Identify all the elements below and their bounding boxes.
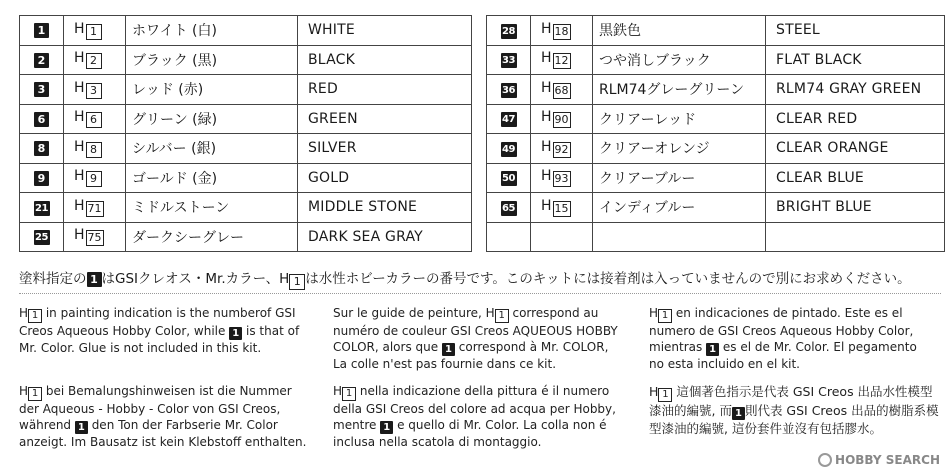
aqueous-box-icon: 12 [554, 54, 569, 68]
divider [19, 293, 941, 294]
empty-cell [593, 222, 766, 252]
aqueous-box-icon: 9 [86, 171, 102, 187]
color-name-en: SILVER [298, 134, 472, 164]
table-row [20, 222, 472, 252]
aqueous-number [531, 45, 593, 75]
note-jp-part2: はGSIクレオス・Mr.カラー、H [101, 271, 290, 287]
mr-color-box-icon: 25 [35, 232, 48, 244]
mr-color-box-icon: 1 [380, 421, 393, 434]
table-row [20, 45, 472, 75]
aqueous-box-icon: 8 [86, 142, 102, 158]
aqueous-box-icon: 1 [342, 387, 356, 401]
h-letter: H [74, 227, 85, 244]
mr-color-box-icon: 36 [502, 84, 515, 96]
german-note [19, 383, 315, 450]
h-letter: H [74, 79, 85, 96]
note-jp-part1: 塗料指定の [19, 271, 87, 287]
h-letter: H [74, 168, 85, 185]
mr-color-box-icon: 3 [34, 82, 49, 97]
mr-color-box-icon: 28 [502, 25, 515, 37]
color-name-en: CLEAR ORANGE [766, 134, 945, 164]
h-letter: H [541, 20, 552, 37]
de-text1: bei Bemalungshinweisen ist die Nummer der Aqueous - Hobby - Color von GSI Creos, während [19, 384, 292, 432]
mr-color-number [20, 163, 64, 193]
table-row [20, 193, 472, 223]
color-name-jp: つや消しブラック [593, 45, 766, 75]
aqueous-number [531, 104, 593, 134]
color-name-jp: クリアーオレンジ [593, 134, 766, 164]
aqueous-box-icon: 1 [658, 388, 672, 402]
aqueous-box-icon: 1 [289, 274, 305, 290]
table-row [487, 104, 945, 134]
color-name-jp: ミドルストーン [126, 193, 298, 223]
de-text2: den Ton der Farbserie Mr. Color anzeigt. Im Bausatz ist kein Klebstoff enthalten. [19, 418, 307, 449]
h-letter: H [74, 109, 85, 126]
aqueous-box-icon: 92 [554, 142, 569, 156]
empty-cell [766, 222, 945, 252]
color-name-jp: ゴールド (金) [126, 163, 298, 193]
h-letter: H [649, 306, 659, 320]
mr-color-number [487, 45, 531, 75]
aqueous-box-icon: 90 [554, 113, 569, 127]
h-letter: H [649, 384, 659, 399]
table-row [20, 134, 472, 164]
mr-color-number [487, 104, 531, 134]
color-name-en: WHITE [298, 16, 472, 46]
hobby-search-logo-icon [818, 453, 832, 467]
table-row [487, 45, 945, 75]
mr-color-box-icon: 65 [502, 202, 515, 214]
aqueous-number [531, 163, 593, 193]
mr-color-number [487, 75, 531, 105]
table-row [487, 134, 945, 164]
h-letter: H [74, 50, 85, 67]
h-letter: H [541, 79, 552, 96]
aqueous-box-icon: 2 [86, 53, 102, 69]
mr-color-number [20, 134, 64, 164]
table-row [487, 163, 945, 193]
aqueous-number [531, 16, 593, 46]
aqueous-number [531, 75, 593, 105]
aqueous-number [531, 134, 593, 164]
aqueous-box-icon: 93 [554, 172, 569, 186]
french-note [333, 305, 625, 372]
mr-color-box-icon: 9 [34, 171, 49, 186]
aqueous-box-icon: 75 [87, 231, 102, 245]
aqueous-box-icon: 15 [554, 201, 569, 215]
watermark [818, 453, 940, 467]
aqueous-box-icon: 1 [28, 387, 42, 401]
fr-text1: Sur le guide de peinture, H [333, 306, 495, 320]
empty-cell [531, 222, 593, 252]
empty-cell [487, 222, 531, 252]
color-name-jp: クリアーレッド [593, 104, 766, 134]
aqueous-box-icon: 3 [86, 83, 102, 99]
color-name-en: DARK SEA GRAY [298, 222, 472, 252]
english-note [19, 305, 315, 356]
mr-color-number [487, 193, 531, 223]
aqueous-box-icon: 1 [28, 309, 42, 323]
color-name-en: BRIGHT BLUE [766, 193, 945, 223]
table-row [20, 75, 472, 105]
table-row [20, 104, 472, 134]
mr-color-box-icon: 49 [502, 143, 515, 155]
aqueous-number [64, 163, 126, 193]
h-letter: H [19, 384, 29, 398]
color-name-jp: RLM74グレーグリーン [593, 75, 766, 105]
spanish-note [649, 305, 935, 372]
aqueous-box-icon: 68 [554, 83, 569, 97]
color-name-jp: レッド (赤) [126, 75, 298, 105]
color-name-en: RED [298, 75, 472, 105]
h-letter: H [541, 109, 552, 126]
table-row [487, 193, 945, 223]
aqueous-box-icon: 1 [495, 309, 509, 323]
h-letter: H [541, 138, 552, 155]
paint-table-left [19, 15, 472, 252]
color-name-en: MIDDLE STONE [298, 193, 472, 223]
aqueous-number [64, 134, 126, 164]
aqueous-box-icon: 1 [86, 24, 102, 40]
mr-color-number [20, 104, 64, 134]
h-letter: H [74, 197, 85, 214]
mr-color-box-icon: 1 [75, 421, 88, 434]
mr-color-box-icon: 1 [229, 327, 242, 340]
note-jp-part3: は水性ホビーカラーの番号です。このキットには接着剤は入っていませんので別にお求めください。 [305, 271, 911, 287]
paint-table-right [486, 15, 945, 252]
mr-color-box-icon: 1 [706, 343, 719, 356]
aqueous-number [64, 16, 126, 46]
aqueous-box-icon: 18 [554, 24, 569, 38]
it-text2: e quello di Mr. Color. La colla non é inclusa nella scatola di montaggio. [333, 418, 607, 449]
aqueous-number [64, 193, 126, 223]
en-text2: is that of Mr. Color. Glue is not included in this kit. [19, 324, 300, 355]
chinese-note [649, 383, 939, 437]
aqueous-box-icon: 71 [87, 201, 102, 215]
mr-color-number [20, 75, 64, 105]
color-name-en: FLAT BLACK [766, 45, 945, 75]
mr-color-box-icon: 50 [502, 173, 515, 185]
color-name-jp: グリーン (緑) [126, 104, 298, 134]
es-text1: en indicaciones de pintado. Este es el numero de GSI Creos Aqueous Hobby Color, mientras [649, 306, 914, 354]
color-name-en: GOLD [298, 163, 472, 193]
h-letter: H [541, 197, 552, 214]
fr-text3: correspond à Mr. COLOR, La colle n'est pas fournie dans ce kit. [333, 340, 609, 371]
color-name-jp: ホワイト (白) [126, 16, 298, 46]
en-text1: in painting indication is the numberof GSI Creos Aqueous Hobby Color, while [19, 306, 296, 338]
zh-text2: 則代表 GSI Creos 出品的樹脂系模型漆油的編號, 這份套件並沒有包括膠水。 [649, 403, 939, 436]
aqueous-number [64, 75, 126, 105]
mr-color-box-icon: 21 [35, 202, 48, 214]
color-name-jp: ブラック (黒) [126, 45, 298, 75]
h-letter: H [541, 50, 552, 67]
h-letter: H [333, 384, 343, 398]
mr-color-box-icon: 8 [34, 141, 49, 156]
mr-color-number [487, 134, 531, 164]
italian-note [333, 383, 625, 450]
color-name-en: BLACK [298, 45, 472, 75]
h-letter: H [19, 306, 29, 320]
color-name-jp: ダークシーグレー [126, 222, 298, 252]
mr-color-number [487, 16, 531, 46]
mr-color-number [20, 193, 64, 223]
mr-color-box-icon: 1 [87, 272, 102, 287]
aqueous-number [531, 193, 593, 223]
mr-color-number [20, 222, 64, 252]
aqueous-number [64, 222, 126, 252]
color-name-en: CLEAR RED [766, 104, 945, 134]
es-text2: es el de Mr. Color. El pegamento no esta incluido en el kit. [649, 340, 917, 371]
table-row [487, 75, 945, 105]
h-letter: H [541, 168, 552, 185]
mr-color-box-icon: 1 [34, 23, 49, 38]
mr-color-number [20, 45, 64, 75]
mr-color-box-icon: 2 [34, 53, 49, 68]
aqueous-number [64, 104, 126, 134]
color-name-en: CLEAR BLUE [766, 163, 945, 193]
color-name-en: RLM74 GRAY GREEN [766, 75, 945, 105]
mr-color-box-icon: 33 [502, 55, 515, 67]
table-row [20, 163, 472, 193]
color-name-jp: シルバー (銀) [126, 134, 298, 164]
mr-color-box-icon: 6 [34, 112, 49, 127]
mr-color-box-icon: 47 [502, 114, 515, 126]
color-name-jp: インディブルー [593, 193, 766, 223]
color-name-jp: 黒鉄色 [593, 16, 766, 46]
it-text1: nella indicazione della pittura é il numero della GSI Creos del colore ad acqua per Hobby, mentre [333, 384, 616, 432]
watermark-text: HOBBY SEARCH [835, 453, 940, 467]
aqueous-box-icon: 1 [658, 309, 672, 323]
japanese-note [19, 267, 944, 290]
color-name-en: GREEN [298, 104, 472, 134]
table-row [487, 222, 945, 252]
h-letter: H [74, 20, 85, 37]
color-name-en: STEEL [766, 16, 945, 46]
mr-color-number [487, 163, 531, 193]
aqueous-number [64, 45, 126, 75]
fr-text2: correspond au numéro de couleur GSI Creos AQUEOUS HOBBY COLOR, alors que [333, 306, 618, 354]
mr-color-box-icon: 1 [442, 343, 455, 356]
mr-color-box-icon: 1 [732, 407, 745, 420]
table-row [20, 16, 472, 46]
table-row [487, 16, 945, 46]
color-name-jp: クリアーブルー [593, 163, 766, 193]
mr-color-number [20, 16, 64, 46]
zh-text1: 這個著色指示是代表 GSI Creos 出品水性模型漆油的編號, 而 [649, 384, 933, 418]
h-letter: H [74, 138, 85, 155]
aqueous-box-icon: 6 [86, 112, 102, 128]
